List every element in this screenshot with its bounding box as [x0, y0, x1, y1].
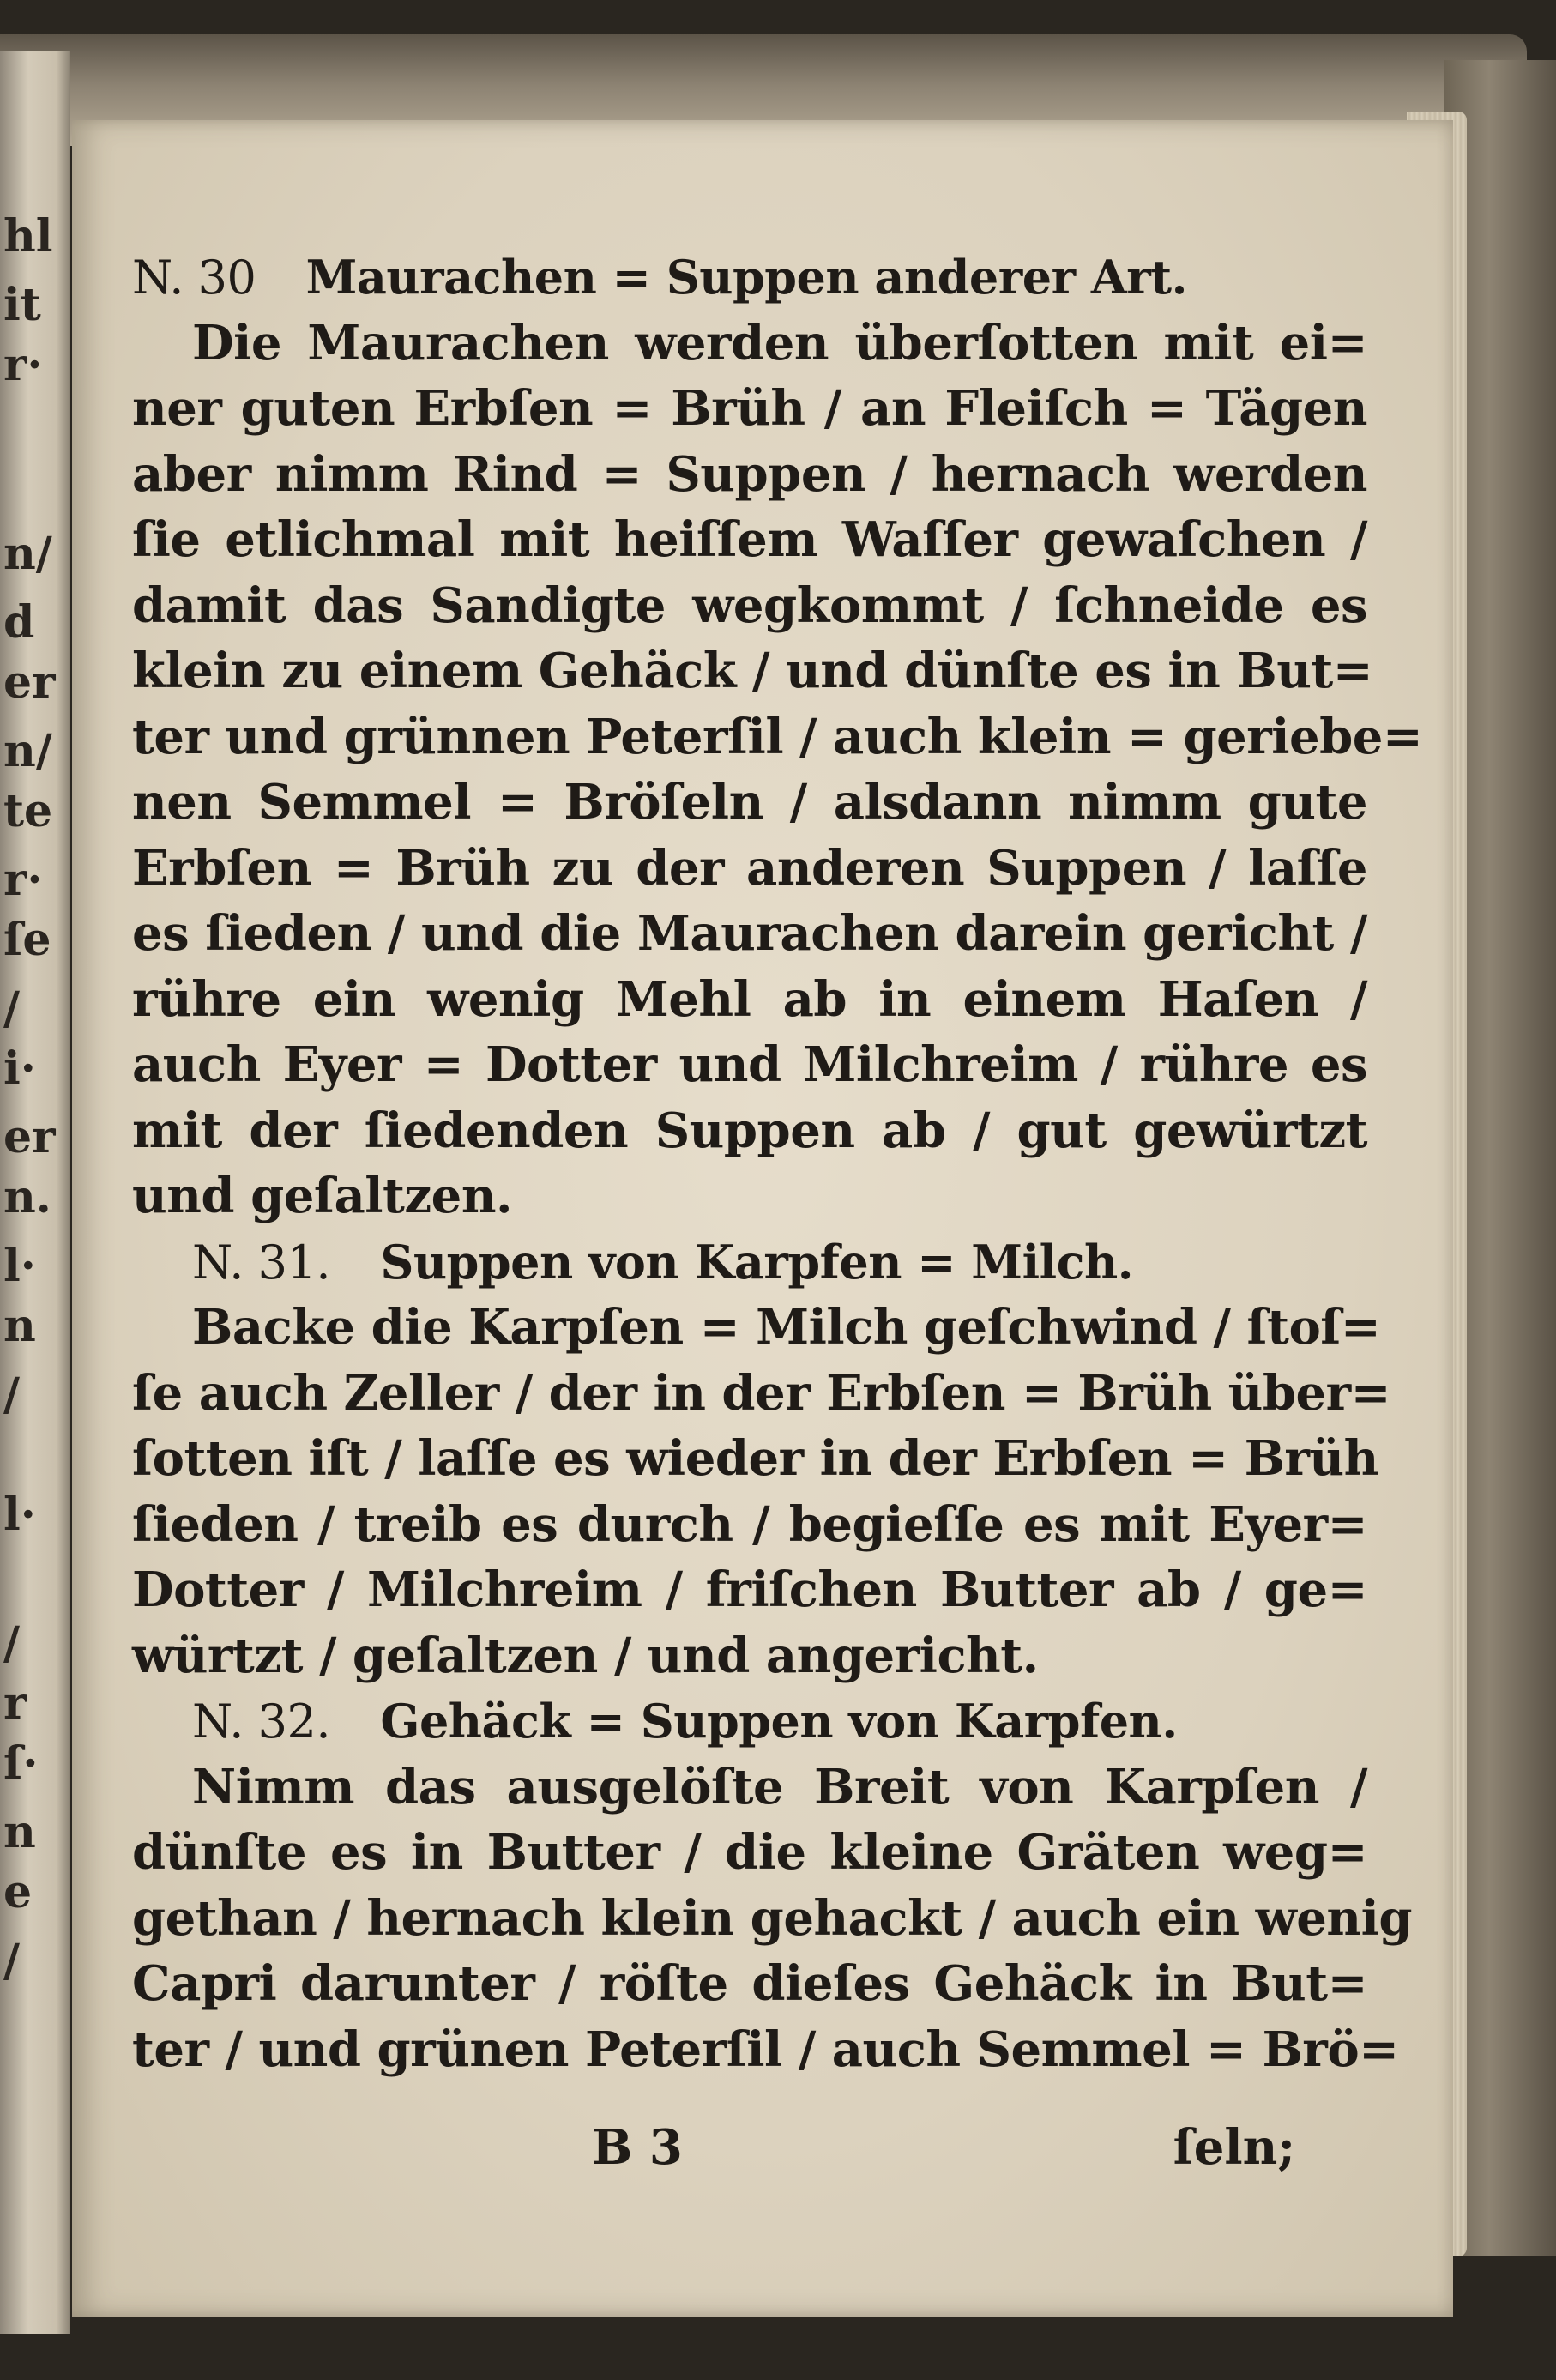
facing-page-fragment: / — [3, 1368, 20, 1421]
section-heading — [132, 1688, 1367, 1755]
page-text — [132, 245, 1423, 2082]
book-page — [72, 120, 1453, 2317]
facing-page-fragment: n/ — [3, 528, 52, 580]
text-line: und geſaltzen. — [132, 1168, 513, 1224]
text-line: rühre ein wenig Mehl ab in einem Haſen / — [132, 970, 1367, 1028]
facing-page-fragment: r· — [3, 339, 43, 391]
facing-page-fragment: r — [3, 1677, 27, 1730]
section-title: Maurachen = Suppen anderer Art. — [305, 250, 1187, 305]
text-line: ner guten Erbſen = Brüh / an Fleiſch = Tägen — [132, 380, 1367, 437]
text-line: ſotten iſt / laſſe es wieder in der Erbſen = Brüh — [132, 1430, 1378, 1487]
section-title: Suppen von Karpfen = Milch. — [380, 1234, 1134, 1290]
text-line: Die Maurachen werden überſotten mit ei= — [192, 314, 1367, 371]
facing-page-fragment: / — [3, 1617, 20, 1670]
facing-page-fragment: d — [3, 596, 35, 649]
facing-page-fragment: i· — [3, 1042, 36, 1095]
section-title: Gehäck = Suppen von Karpfen. — [380, 1694, 1178, 1749]
section-number: N. 30 — [132, 251, 256, 305]
facing-page-fragment: er — [3, 1111, 56, 1163]
text-line: es ſieden / und die Maurachen darein gericht / — [132, 905, 1367, 962]
facing-page-fragment: / — [3, 982, 20, 1035]
text-line: ſie etlichmal mit heiſſem Waſſer gewaſchen / — [132, 511, 1367, 568]
text-line: Erbſen = Brüh zu der anderen Suppen / laſſe — [132, 839, 1367, 897]
text-line: auch Eyer = Dotter und Milchreim / rühre es — [132, 1036, 1367, 1093]
facing-page-fragment: n — [3, 1806, 36, 1858]
section-number: N. 32. — [192, 1694, 331, 1749]
text-line: mit der ſiedenden Suppen ab / gut gewürtzt — [132, 1102, 1367, 1159]
text-line: Capri darunter / röſte dieſes Gehäck in But= — [132, 1955, 1367, 2012]
left-page-edge — [0, 51, 70, 2334]
text-line: damit das Sandigte wegkommt / ſchneide es — [132, 577, 1367, 634]
facing-page-fragment: n/ — [3, 725, 52, 777]
facing-page-fragment: n. — [3, 1171, 51, 1223]
facing-page-fragment: e — [3, 1866, 33, 1918]
text-line: ſe auch Zeller / der in der Erbſen = Brüh über= — [132, 1364, 1391, 1422]
facing-page-fragment: / — [3, 1935, 20, 1987]
text-line: dünſte es in Butter / die kleine Gräten weg= — [132, 1824, 1367, 1881]
text-line: klein zu einem Gehäck / und dünſte es in But= — [132, 643, 1373, 699]
section-heading — [132, 245, 1367, 311]
section-heading — [132, 1229, 1367, 1296]
page-footer — [592, 2119, 1295, 2176]
text-line: Nimm das ausgelöſte Breit von Karpſen / — [192, 1758, 1367, 1815]
facing-page-fragment: l· — [3, 1240, 36, 1292]
section-number: N. 31. — [192, 1235, 331, 1290]
text-line: aber nimm Rind = Suppen / hernach werden — [132, 445, 1367, 503]
text-line: Dotter / Milchreim / friſchen Butter ab / ge= — [132, 1561, 1367, 1618]
text-line: gethan / hernach klein gehackt / auch ein wenig — [132, 1889, 1413, 1947]
text-line: würtzt / geſaltzen / und angericht. — [132, 1627, 1039, 1684]
catchword: ſeln; — [1173, 2119, 1295, 2176]
facing-page-fragment: n — [3, 1300, 36, 1352]
facing-page-fragment: l· — [3, 1489, 36, 1541]
facing-page-fragment: ſe — [3, 914, 51, 966]
facing-page-fragment: er — [3, 656, 56, 709]
facing-page-fragment: hl — [3, 210, 53, 263]
facing-page-fragment: it — [3, 279, 41, 331]
text-line: Backe die Karpſen = Milch geſchwind / ſtoſ= — [192, 1299, 1381, 1356]
text-line: ter / und grünen Peterſil / auch Semmel = Brö= — [132, 2021, 1399, 2078]
facing-page-fragment: r· — [3, 854, 43, 906]
text-line: ter und grünnen Peterſil / auch klein = geriebe= — [132, 708, 1423, 765]
signature-mark: B 3 — [592, 2119, 683, 2176]
text-line: nen Semmel = Bröſeln / alsdann nimm gute — [132, 774, 1367, 831]
facing-page-fragment: ſ· — [3, 1737, 39, 1790]
facing-page-fragment: te — [3, 785, 53, 837]
text-line: ſieden / treib es durch / begieſſe es mit Eyer= — [132, 1495, 1367, 1553]
